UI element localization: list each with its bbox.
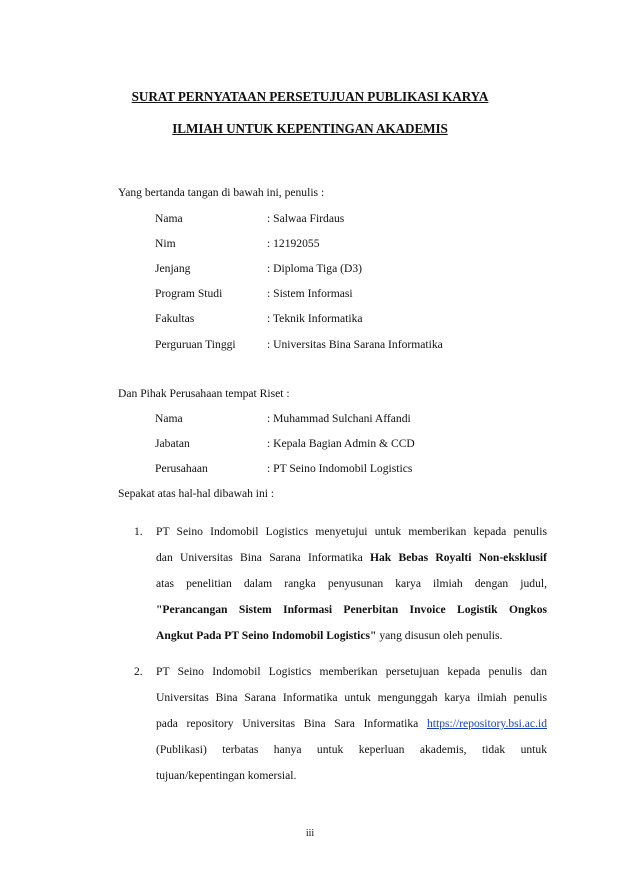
document-title-line-2: ILMIAH UNTUK KEPENTINGAN AKADEMIS [172, 121, 448, 136]
field-label: Nama [155, 412, 183, 425]
field-label: Program Studi [155, 287, 223, 300]
field-value: : Diploma Tiga (D3) [267, 262, 363, 275]
field-value: : Salwaa Firdaus [267, 212, 345, 225]
item-line [156, 629, 547, 642]
penulis-row-nim [0, 237, 620, 253]
field-label: Perusahaan [155, 462, 208, 475]
pihak-intro-text: Dan Pihak Perusahaan tempat Riset : [118, 387, 290, 400]
field-label: Nim [155, 237, 176, 250]
item-number: 1. [134, 525, 143, 538]
field-label: Fakultas [155, 312, 195, 325]
document-title-line-1: SURAT PERNYATAAN PERSETUJUAN PUBLIKASI KARYA [131, 89, 489, 104]
field-value: : PT Seino Indomobil Logistics [267, 462, 413, 475]
penulis-row-program-studi [0, 287, 620, 303]
penulis-row-nama [0, 212, 620, 228]
penulis-row-fakultas [0, 312, 620, 328]
pihak-row-jabatan [0, 437, 620, 453]
item-number: 2. [134, 665, 143, 678]
pihak-row-perusahaan [0, 462, 620, 478]
sepakat-text: Sepakat atas hal-hal dibawah ini : [118, 487, 275, 500]
item-line: atas penelitian dalam rangka penyusunan karya ilmiah dengan judul, [156, 577, 547, 590]
item-line: "Perancangan Sistem Informasi Penerbitan Invoice Logistik Ongkos [156, 603, 547, 616]
pihak-row-nama [0, 412, 620, 428]
field-label: Jabatan [155, 437, 190, 450]
penulis-row-jenjang [0, 262, 620, 278]
intro-text: Yang bertanda tangan di bawah ini, penulis : [118, 186, 325, 199]
item-line: PT Seino Indomobil Logistics menyetujui untuk memberikan kepada penulis [156, 525, 547, 538]
field-value: : 12192055 [267, 237, 320, 250]
field-value: : Universitas Bina Sarana Informatika [267, 338, 443, 351]
field-value: : Sistem Informasi [267, 287, 353, 300]
field-label: Nama [155, 212, 183, 225]
item-line-bold: Hak Bebas Royalti Non-eksklusif [369, 551, 547, 564]
field-value: : Kepala Bagian Admin & CCD [267, 437, 415, 450]
field-value: : Teknik Informatika [267, 312, 363, 325]
item-line: tujuan/kepentingan komersial. [156, 769, 297, 782]
item-line-bold: Angkut Pada PT Seino Indomobil Logistics" [156, 629, 377, 642]
item-line: (Publikasi) terbatas hanya untuk keperluan akademis, tidak untuk [156, 743, 547, 756]
item-line-text: yang disusun oleh penulis. [376, 629, 503, 642]
item-line-text: pada repository Universitas Bina Sara Informatika [156, 717, 427, 730]
field-label: Perguruan Tinggi [155, 338, 236, 351]
item-line: PT Seino Indomobil Logistics memberikan persetujuan kepada penulis dan [156, 665, 547, 678]
penulis-row-perguruan-tinggi [0, 338, 620, 354]
repository-link[interactable]: https://repository.bsi.ac.id [426, 717, 547, 730]
field-value: : Muhammad Sulchani Affandi [267, 412, 411, 425]
field-label: Jenjang [155, 262, 191, 275]
item-line [156, 551, 547, 564]
item-line-text: dan Universitas Bina Sarana Informatika [156, 551, 370, 564]
page-number: iii [305, 828, 315, 839]
item-line: Universitas Bina Sarana Informatika untuk mengunggah karya ilmiah penulis [156, 691, 547, 704]
item-line [156, 717, 547, 730]
